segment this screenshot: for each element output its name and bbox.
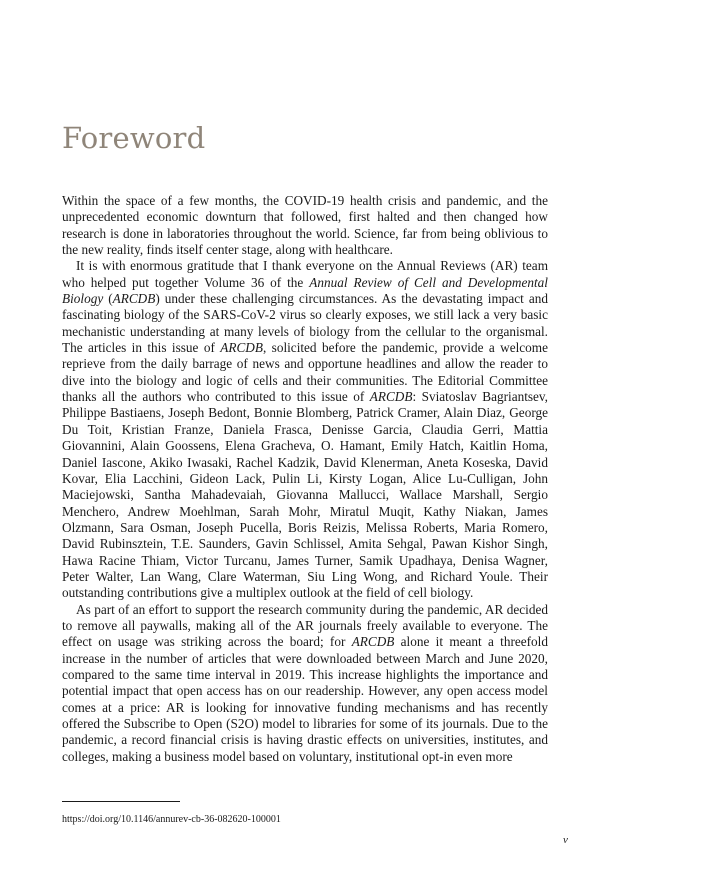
italic-text: ARCDB (351, 634, 395, 650)
footnote-divider (62, 801, 180, 802)
page-title: Foreword (62, 121, 206, 155)
paragraph: As part of an effort to support the research community during the pandemic, AR decided to remove all paywalls, making all of the AR journals freely available to everyone. The effect on usage was striking across the board; for ARCDB alone it meant a threefold increase in the number of articles that were downloaded between March and June 2020, compared to the same time interval in 2019. This increase highlights the importance and potential impact that open access has on our readership. However, any open access model comes at a price: AR is looking for innovative funding mechanisms and has recently offered the Subscribe to Open (S2O) model to libraries for some of its journals. Due to the pandemic, a record financial crisis is having drastic effects on universities, institutes, and colleges, making a business model based on voluntary, institutional opt-in even more (62, 601, 548, 764)
doi-footnote: https://doi.org/10.1146/annurev-cb-36-082620-100001 (62, 814, 281, 825)
italic-text: ARCDB (220, 340, 263, 356)
italic-text: ARCDB (369, 389, 413, 405)
italic-text: ARCDB (112, 291, 156, 307)
italic-text: Annual Review of Cell and Developmental Biology (62, 274, 548, 307)
paragraph: It is with enormous gratitude that I thank everyone on the Annual Reviews (AR) team who helped put together Volume 36 of the Annual Review of Cell and Developmental Biology (ARCDB) under these challenging circumstances. As the devastating impact and fascinating biology of the SARS-CoV-2 virus so clearly exposes, we still lack a very basic mechanistic understanding at many levels of biology from the cellular to the organismal. The articles in this issue of ARCDB, solicited before the pandemic, provide a welcome reprieve from the daily barrage of news and opportune headlines and allow the reader to dive into the biology and logic of cells and their communities. The Editorial Committee thanks all the authors who contributed to this issue of ARCDB: Sviatoslav Bagriantsev, Philippe Bastiaens, Joseph Bedont, Bonnie Blomberg, Patrick Cramer, Alain Diaz, George Du Toit, Kristian Franze, Daniela Frasca, Denisse Garcia, Claudia Gerri, Mattia Giovannini, Alain Goossens, Elena Gracheva, O. Hamant, Emily Hatch, Kaitlin Homa, Daniel Iascone, Akiko Iwasaki, Rachel Kadzik, David Klenerman, Aneta Koseska, David Kovar, Elia Lacchini, Gideon Lack, Pulin Li, Kirsty Logan, Alice Lu-Culligan, John Maciejowski, Santha Mahadevaiah, Giovanna Mallucci, Wallace Marshall, Sergio Menchero, Andrew Moehlman, Sarah Mohr, Miratul Muqit, Kathy Niakan, James Olzmann, Sara Osman, Joseph Pucella, Boris Reizis, Melissa Roberts, Maria Romero, David Rubinsztein, T.E. Saunders, Gavin Schlissel, Amita Sehgal, Pawan Kishor Singh, Hawa Racine Thiam, Victor Turcanu, James Turner, Samik Upadhaya, Denisa Wagner, Peter Walter, Lan Wang, Clare Waterman, Siu Ling Wong, and Richard Youle. Their outstanding contributions give a multiplex outlook at the field of cell biology. (62, 258, 548, 601)
page-number: v (563, 834, 568, 846)
foreword-body (62, 193, 548, 765)
paragraph: Within the space of a few months, the COVID-19 health crisis and pandemic, and the unprecedented economic downturn that followed, first halted and then changed how research is done in laboratories throughout the world. Science, far from being oblivious to the new reality, finds itself center stage, along with healthcare. (62, 193, 548, 258)
